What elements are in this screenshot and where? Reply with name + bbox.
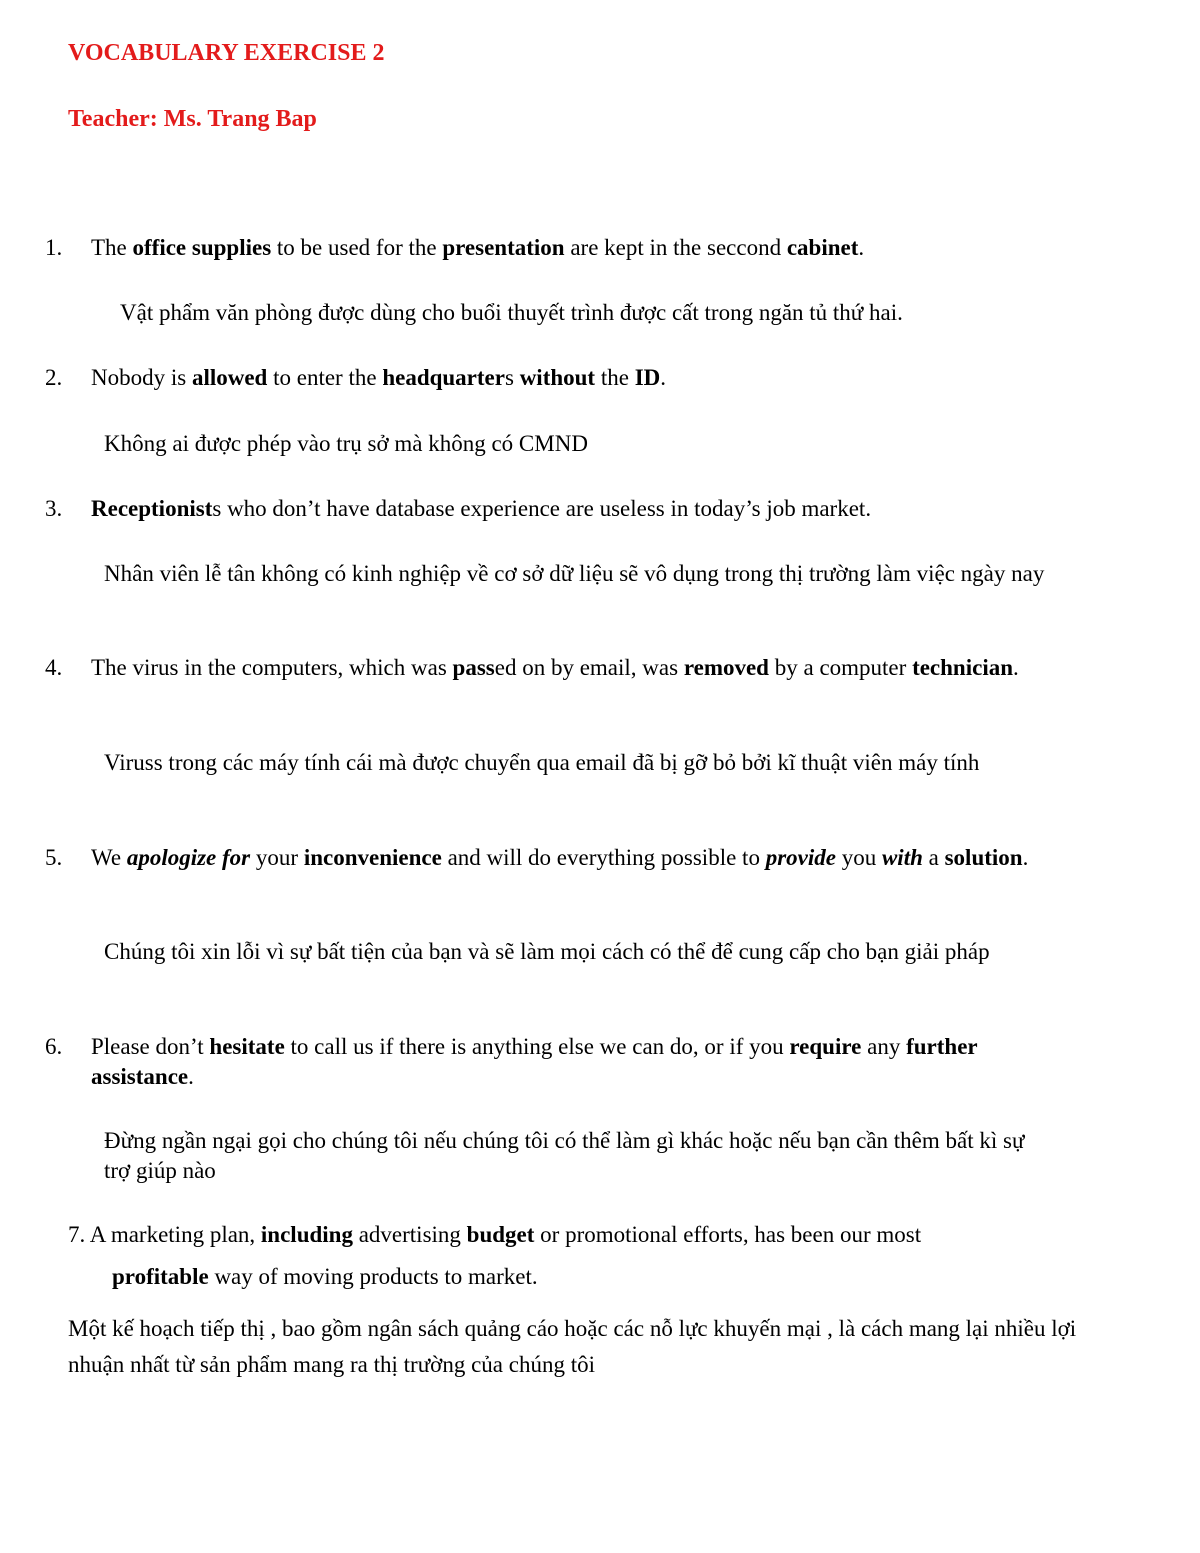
vocab-term: headquarter [382,365,505,390]
item-sentence [91,496,871,521]
vocab-term: apologize for [126,845,251,870]
vocab-term: without [519,365,596,390]
vocab-term: require [789,1034,862,1059]
vocab-term: removed [683,655,769,680]
teacher-name: Teacher: Ms. Trang Bap [68,106,317,132]
vocab-term: inconvenience [303,845,442,870]
item-7-line-2 [112,1264,538,1290]
vocab-term: provide [765,845,836,870]
sentence-text: ed on by email, was [494,655,684,680]
translation-4: Viruss trong các máy tính cái mà được chuyển qua email đã bị gỡ bỏ bởi kĩ thuật viên máy tính [104,750,980,775]
sentence-text: We [91,845,127,870]
vocab-term: pass [452,655,495,680]
exercise-item-2 [45,363,1091,393]
item-7-line-1 [68,1222,921,1248]
sentence-text: and will do everything possible to [441,845,766,870]
sentence-text: your [250,845,304,870]
sentence-text: . [1013,655,1019,680]
translation-3: Nhân viên lễ tân không có kinh nghiệp về cơ sở dữ liệu sẽ vô dụng trong thị trường làm việc ngày nay [104,561,1045,586]
sentence-text: . [858,235,865,260]
item-sentence-line-1 [90,1222,921,1247]
sentence-text: to enter the [267,365,383,390]
vocab-term: technician [912,655,1014,680]
vocab-term: profitable [112,1264,209,1289]
exercise-item-4 [45,653,1051,683]
translation-6: Đừng ngần ngại gọi cho chúng tôi nếu chúng tôi có thể làm gì khác hoặc nếu bạn cần thêm bất kì sự trợ giúp nào [104,1128,1025,1183]
sentence-text: s [504,365,520,390]
vocab-term: including [260,1222,353,1247]
translation-7: Một kế hoạch tiếp thị , bao gồm ngân sách quảng cáo hoặc các nỗ lực khuyến mại , là cách mang lại nhiều lợi nhuận nhất từ sản phẩm mang ra thị trường của chúng tôi [68,1316,1077,1377]
sentence-text: to be used for the [271,235,443,260]
vocab-term: Receptionist [91,496,213,521]
sentence-text: advertising [352,1222,467,1247]
item-sentence [91,655,1019,680]
vocab-term: with [881,845,923,870]
sentence-text: The [91,235,133,260]
vocab-term: presentation [442,235,565,260]
translation-2: Không ai được phép vào trụ sở mà không có CMND [104,431,588,456]
item-sentence-line-2 [112,1264,538,1289]
item-number: 2. [45,365,63,390]
vocab-term: cabinet [786,235,859,260]
exercise-item-5 [45,843,1081,873]
vocab-term: budget [466,1222,535,1247]
item-sentence [91,1034,977,1089]
sentence-text: or promotional efforts, has been our most [534,1222,922,1247]
sentence-text: A marketing plan, [89,1222,261,1247]
sentence-text: Please don’t [91,1034,210,1059]
sentence-text: to call us if there is anything else we can do, or if you [284,1034,790,1059]
item-sentence [91,845,1028,870]
translation-1: Vật phẩm văn phòng được dùng cho buổi thuyết trình được cất trong ngăn tủ thứ hai. [120,300,903,325]
item-number: 6. [45,1034,63,1059]
vocab-term: solution [944,845,1023,870]
sentence-text: the [595,365,635,390]
sentence-text: by a computer [768,655,913,680]
item-number: 7. [68,1222,86,1247]
exercise-item-3 [45,494,1091,524]
sentence-text: s who don’t have database experience are useless in today’s job market. [212,496,872,521]
sentence-text: are kept in the seccond [564,235,787,260]
exercise-item-1 [45,233,1091,263]
sentence-text: The virus in the computers, which was [91,655,453,680]
translation-5: Chúng tôi xin lỗi vì sự bất tiện của bạn và sẽ làm mọi cách có thể để cung cấp cho bạn giải pháp [104,939,990,964]
sentence-text: . [660,365,667,390]
item-number: 5. [45,845,63,870]
vocab-term: allowed [191,365,268,390]
vocab-term: ID [634,365,661,390]
sentence-text: any [861,1034,907,1059]
item-sentence [91,365,666,390]
sentence-text: Nobody is [91,365,192,390]
item-number: 3. [45,496,63,521]
sentence-text: . [188,1064,194,1089]
item-number: 1. [45,235,63,260]
vocab-term: hesitate [209,1034,285,1059]
sentence-text: you [835,845,882,870]
document-title: VOCABULARY EXERCISE 2 [68,40,385,66]
sentence-text: a [922,845,945,870]
exercise-item-6 [45,1032,1051,1092]
vocab-term: office supplies [132,235,272,260]
item-number: 4. [45,655,63,680]
vocab-term: further assistance [91,1034,978,1089]
sentence-text: way of moving products to market. [208,1264,538,1289]
sentence-text: . [1022,845,1029,870]
item-sentence [91,235,864,260]
